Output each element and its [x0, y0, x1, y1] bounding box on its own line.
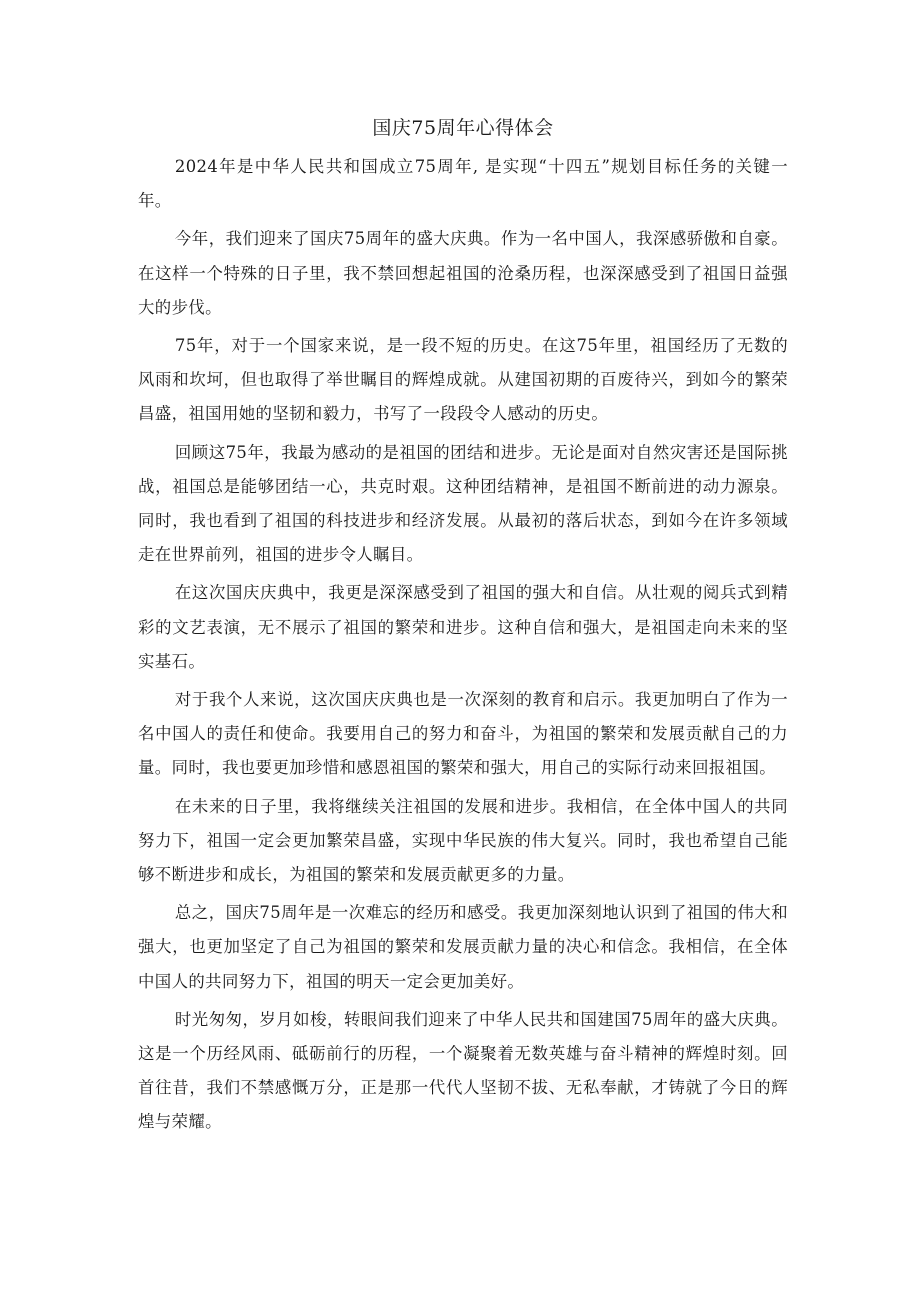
document-body	[138, 112, 788, 1144]
paragraph: 在这次国庆庆典中，我更是深深感受到了祖国的强大和自信。从壮观的阅兵式到精彩的文艺表演，无不展示了祖国的繁荣和进步。这种自信和强大，是祖国走向未来的坚实基石。	[138, 583, 788, 671]
paragraph: 在未来的日子里，我将继续关注祖国的发展和进步。我相信，在全体中国人的共同努力下，祖国一定会更加繁荣昌盛，实现中华民族的伟大复兴。同时，我也希望自己能够不断进步和成长，为祖国的繁荣和发展贡献更多的力量。	[138, 796, 788, 885]
paragraph: 对于我个人来说，这次国庆庆典也是一次深刻的教育和启示。我更加明白了作为一名中国人的责任和使命。我要用自己的努力和奋斗，为祖国的繁荣和发展贡献自己的力量。同时，我也要更加珍惜和感恩祖国的繁荣和强大，用自己的实际行动来回报祖国。	[138, 690, 788, 778]
paragraph: 75年，对于一个国家来说，是一段不短的历史。在这75年里，祖国经历了无数的风雨和坎坷，但也取得了举世瞩目的辉煌成就。从建国初期的百废待兴，到如今的繁荣昌盛，祖国用她的坚韧和毅力，书写了一段段令人感动的历史。	[138, 336, 788, 424]
document-title: 国庆75周年心得体会	[372, 117, 554, 139]
paragraph: 2024年是中华人民共和国成立75周年, 是实现“十四五”规划目标任务的关键一年。	[138, 157, 788, 211]
paragraph: 今年，我们迎来了国庆75周年的盛大庆典。作为一名中国人，我深感骄傲和自豪。在这样一个特殊的日子里，我不禁回想起祖国的沧桑历程，也深深感受到了祖国日益强大的步伐。	[138, 229, 788, 317]
paragraph: 回顾这75年，我最为感动的是祖国的团结和进步。无论是面对自然灾害还是国际挑战，祖国总是能够团结一心，共克时艰。这种团结精神，是祖国不断前进的动力源泉。同时，我也看到了祖国的科技进步和经济发展。从最初的落后状态，到如今在许多领域走在世界前列，祖国的进步令人瞩目。	[138, 442, 788, 565]
paragraph: 总之，国庆75周年是一次难忘的经历和感受。我更加深刻地认识到了祖国的伟大和强大，也更加坚定了自己为祖国的繁荣和发展贡献力量的决心和信念。我相信，在全体中国人的共同努力下，祖国的明天一定会更加美好。	[138, 903, 788, 991]
paragraph: 时光匆匆，岁月如梭，转眼间我们迎来了中华人民共和国建国75周年的盛大庆典。这是一个历经风雨、砥砺前行的历程，一个凝聚着无数英雄与奋斗精神的辉煌时刻。回首往昔，我们不禁感慨万分，正是那一代代人坚韧不拔、无私奉献，才铸就了今日的辉煌与荣耀。	[138, 1009, 788, 1132]
